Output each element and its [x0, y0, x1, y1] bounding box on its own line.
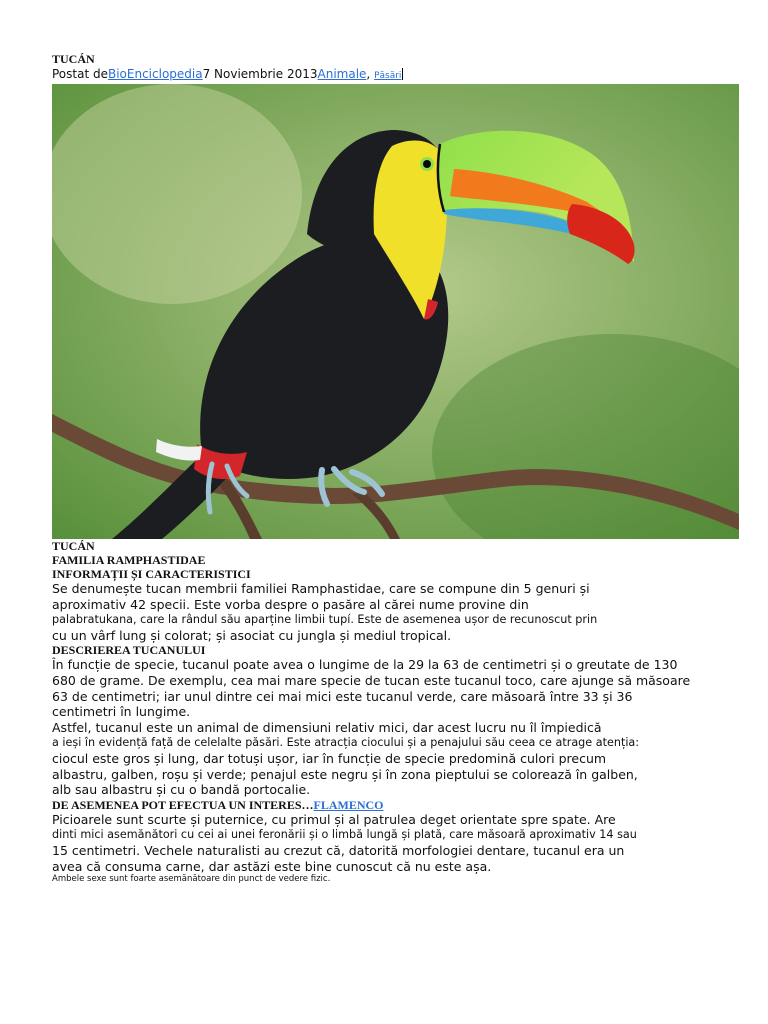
- description-line: albastru, galben, roșu și verde; penajul este negru și în zona pieptului se colorează în galben,: [52, 766, 638, 782]
- description-line: a ieși în evidență față de celelalte păsări. Este atracția ciocului și a penajului său ceea ce atrage atenția:: [52, 736, 640, 750]
- description-line: 63 de centimetri; iar unul dintre cei mai mici este tucanul verde, care măsoară între 33 și 36: [52, 688, 633, 704]
- page-title: TUCÁN: [52, 52, 95, 66]
- intro-line: palabratukana, care la rândul său aparține limbii tupí. Este de asemenea ușor de recunoscut prin: [52, 613, 598, 627]
- intro-line: aproximativ 42 specii. Este vorba despre o pasăre al cărei nume provine din: [52, 596, 529, 612]
- article-heading-family: FAMILIA RAMPHASTIDAE: [52, 553, 206, 567]
- intro-line: cu un vârf lung și colorat; și asociat cu jungla și mediul tropical.: [52, 627, 452, 643]
- legs-line: dinti mici asemănători cu cei ai unei feronării și o limbă lungă și plată, care măsoară aproximativ 14 sau: [52, 828, 637, 842]
- description-line: În funcție de specie, tucanul poate avea o lungime de la 29 la 63 de centimetri și o greutate de 130: [52, 657, 678, 673]
- article-heading-info: INFORMAȚII ȘI CARACTERISTICI: [52, 567, 251, 581]
- description-line: ciocul este gros și lung, dar totuși ușor, iar în funcție de specie predomină culori precum: [52, 750, 607, 766]
- sexes-line: Ambele sexe sunt foarte asemănătoare din punct de vedere fizic.: [52, 874, 331, 885]
- category-link-animale[interactable]: Animale: [317, 67, 367, 81]
- article-heading-title: TUCÁN: [52, 539, 95, 553]
- related-link-flamenco[interactable]: FLAMENCO: [313, 797, 384, 812]
- description-line: centimetri în lungime.: [52, 704, 191, 720]
- toucan-photo: [52, 84, 739, 539]
- description-line: alb sau albastru și cu o bandă portocalie.: [52, 782, 311, 798]
- description-line: 680 de grame. De exemplu, cea mai mare specie de tucan este tucanul toco, care ajunge să măsoare: [52, 672, 691, 688]
- related-prefix: DE ASEMENEA POT EFECTUA UN INTERES…: [52, 797, 314, 812]
- intro-line: Se denumește tucan membrii familiei Ramphastidae, care se compune din 5 genuri și: [52, 581, 590, 596]
- legs-line: 15 centimetri. Vechele naturalisti au crezut că, datorită morfologiei dentare, tucanul era un: [52, 842, 625, 858]
- text-cursor: [402, 68, 403, 80]
- author-link[interactable]: BioEnciclopedia: [107, 67, 203, 81]
- article-heading-description: DESCRIEREA TUCANULUI: [52, 643, 206, 658]
- legs-line: Picioarele sunt scurte și puternice, cu primul și al patrulea deget orientate spre spate. Are: [52, 811, 616, 827]
- description-line: Astfel, tucanul este un animal de dimensiuni relativ mici, dar acest lucru nu îl împiedică: [52, 719, 602, 735]
- category-link-pasari[interactable]: Păsări: [374, 71, 402, 81]
- post-date: 7 Noviembrie 2013: [202, 67, 318, 81]
- category-separator: ,: [366, 67, 371, 81]
- legs-line: avea că consuma carne, dar astăzi este bine cunoscut că nu este așa.: [52, 858, 492, 874]
- related-article: [52, 798, 742, 812]
- byline-prefix: Postat de: [52, 67, 108, 81]
- byline: [52, 67, 403, 84]
- article-body: [52, 539, 742, 885]
